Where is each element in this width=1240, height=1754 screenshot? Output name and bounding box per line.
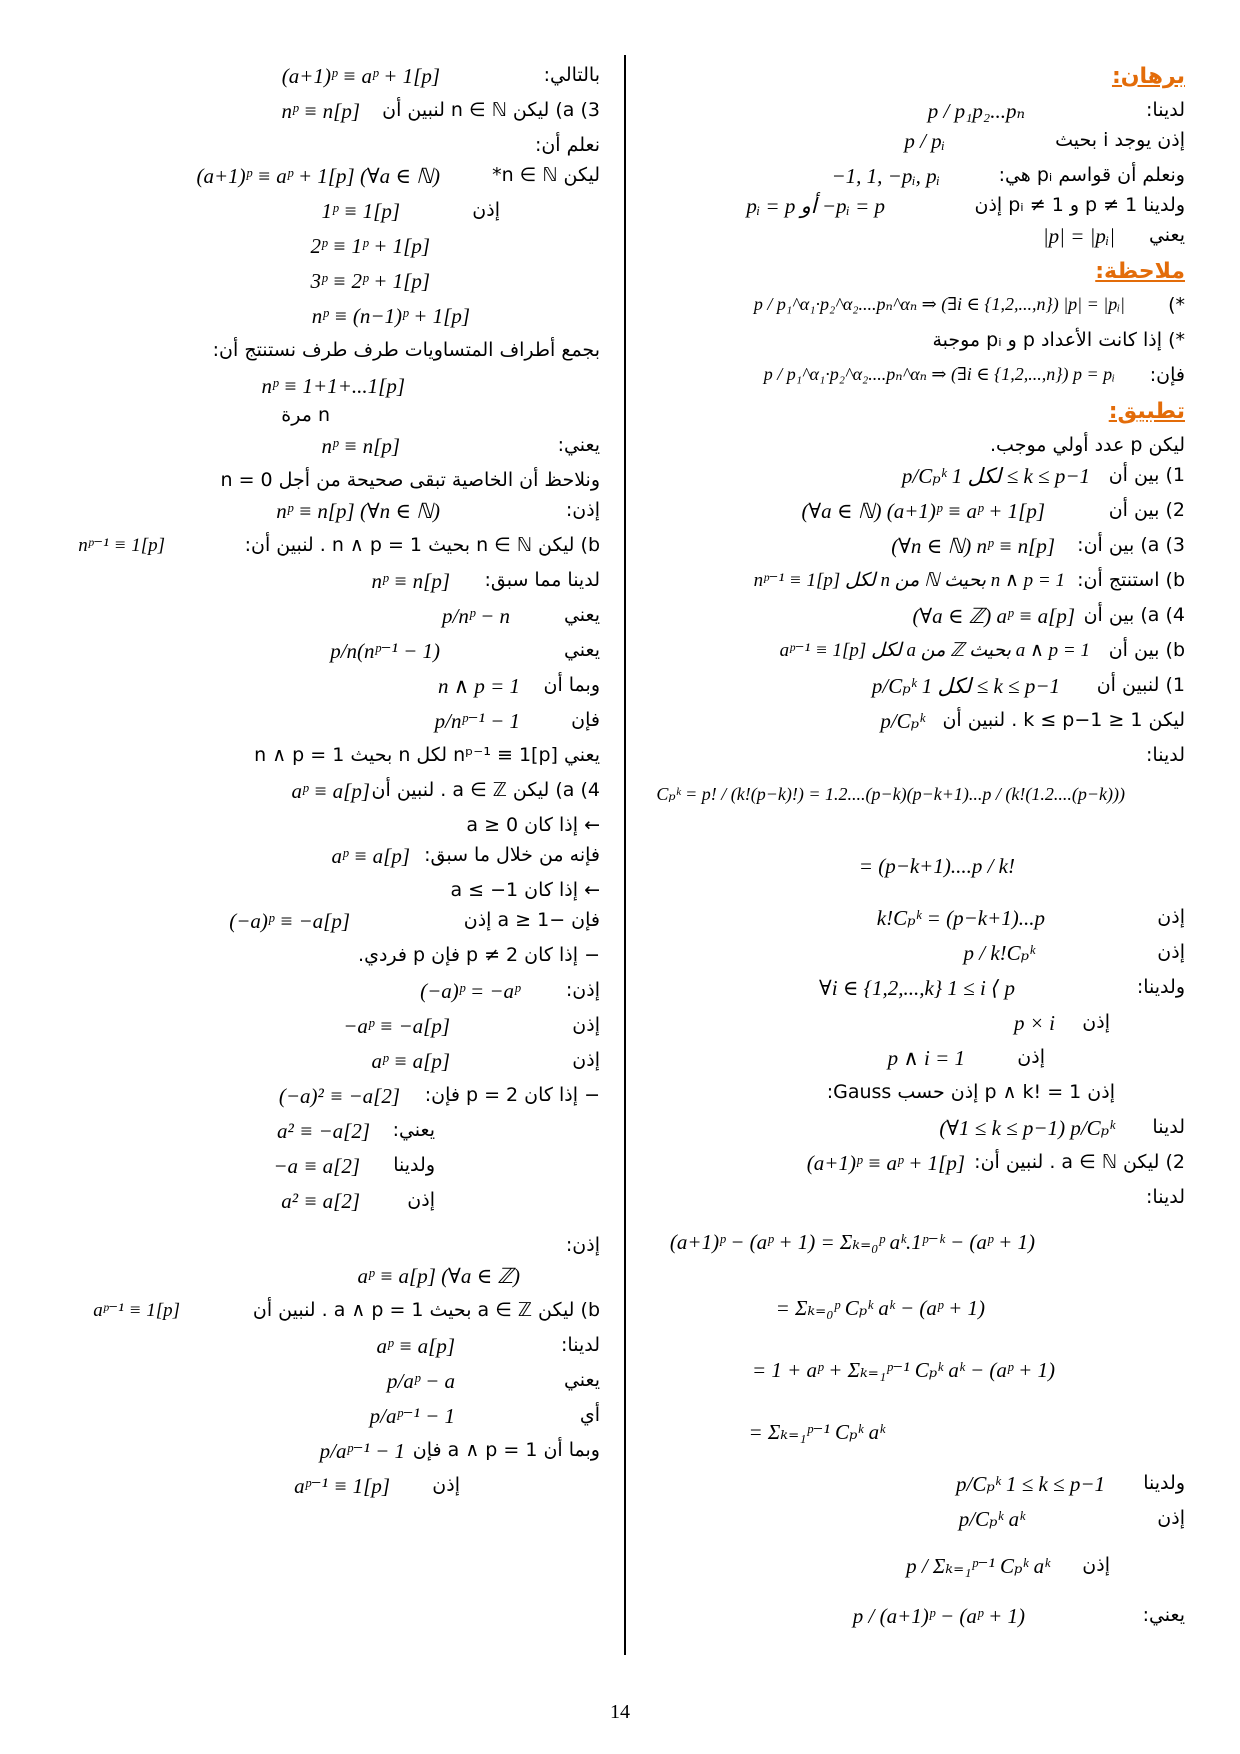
text: 2) ليكن a ∈ ℕ . لنبين أن: (974, 1151, 1185, 1173)
text: إذن: (565, 979, 600, 1001)
text: فإنه من خلال ما سبق: (424, 844, 600, 866)
text: 3) a) بين أن: (1077, 534, 1185, 556)
text: إذن (1017, 1046, 1045, 1068)
formula: = Σₖ₌₀ᵖ Cₚᵏ aᵏ − (aᵖ + 1) (775, 1296, 985, 1320)
formula: nᵖ ≡ n[p] (281, 99, 360, 123)
text: 3) a) ليكن n ∈ ℕ لنبين أن (382, 99, 600, 121)
text: إذن p ∧ k! = 1 إذن حسب Gauss: (826, 1081, 1115, 1103)
text: نعلم أن: (534, 134, 600, 156)
text: يعني (1148, 224, 1185, 246)
text: لدينا مما سبق: (484, 569, 600, 591)
formula: aᵖ⁻¹ ≡ 1[p] لكل a من ℤ بحيث a ∧ p = 1 (779, 640, 1090, 661)
formula: p / p₁^α₁·p₂^α₂....pₙ^αₙ ⇒ (∃i ∈ {1,2,...,n}) p = pᵢ (763, 364, 1115, 384)
text: ليكن n ∈ ℕ* (492, 164, 600, 186)
application-heading: تطبيق: (1108, 399, 1185, 424)
formula: (−a)² ≡ −a[2] (278, 1084, 400, 1108)
formula: |p| = |pᵢ| (1042, 224, 1115, 248)
formula: 2ᵖ ≡ 1ᵖ + 1[p] (310, 234, 430, 258)
formula: nᵖ ≡ n[p] (371, 569, 450, 593)
text: 4) a) بين أن (1083, 604, 1185, 626)
text: 4) a) ليكن a ∈ ℤ . لنبين أن (371, 779, 600, 801)
formula: (a+1)ᵖ − (aᵖ + 1) = Σₖ₌₀ᵖ aᵏ.1ᵖ⁻ᵏ − (aᵖ + 1) (669, 1230, 1035, 1254)
text: لدينا: (1146, 99, 1185, 121)
text: يعني: (557, 434, 600, 456)
formula: a² ≡ −a[2] (277, 1119, 370, 1143)
formula: k!Cₚᵏ = (p−k+1)...p (876, 906, 1045, 930)
text: ونلاحظ أن الخاصية تبقى صحيحة من أجل n = 0 (220, 469, 600, 491)
text: إذن (1082, 1011, 1110, 1033)
text: 2) بين أن (1108, 499, 1185, 521)
text: يعني: (1142, 1604, 1185, 1626)
text: ولدينا p ≠ 1 و pᵢ ≠ 1 إذن (974, 194, 1185, 216)
text: ← إذا كان a ≤ −1 (450, 879, 600, 901)
text: لدينا: (1146, 744, 1185, 766)
formula: p/Cₚᵏ لكل 1 ≤ k ≤ p−1 (871, 674, 1060, 698)
text: إذن (472, 199, 500, 221)
formula: p/aᵖ⁻¹ − 1 (319, 1439, 405, 1463)
text: n مرة (281, 404, 330, 426)
text: بجمع أطراف المتساويات طرف طرف نستنتج أن: (212, 339, 600, 361)
formula: aᵖ ≡ a[p] (291, 779, 370, 803)
text: فإن (571, 709, 600, 731)
formula: 3ᵖ ≡ 2ᵖ + 1[p] (310, 269, 430, 293)
formula: p/Cₚᵏ aᵏ (958, 1507, 1025, 1531)
formula: −aᵖ ≡ −a[p] (343, 1014, 450, 1038)
text: 1) لنبين أن (1096, 674, 1185, 696)
proof-heading: برهان: (1111, 64, 1185, 89)
formula: p × i (1013, 1011, 1055, 1035)
text: b) ليكن n ∈ ℕ بحيث n ∧ p = 1 . لنبين أن: (244, 534, 600, 556)
text: إذن: (565, 499, 600, 521)
formula: pᵢ = p أو −pᵢ = p (746, 194, 885, 218)
text: يعني nᵖ⁻¹ ≡ 1[p] لكل n بحيث n ∧ p = 1 (254, 744, 600, 766)
formula: p/n(nᵖ⁻¹ − 1) (330, 639, 440, 663)
text: ← إذا كان a ≥ 0 (466, 814, 600, 836)
text: إذن يوجد i بحيث (1055, 129, 1185, 151)
formula: Cₚᵏ = p! / (k!(p−k)!) = 1.2....(p−k)(p−k+1)...p / (k!(1.2....(p−k))) (656, 784, 1125, 804)
text: أي (579, 1404, 600, 1426)
formula: p ∧ i = 1 (887, 1046, 965, 1070)
formula: p/nᵖ⁻¹ − 1 (434, 709, 520, 733)
text: لدينا (1152, 1116, 1185, 1138)
text: إذن (1157, 941, 1185, 963)
formula: (−a)ᵖ ≡ −a[p] (229, 909, 350, 933)
formula: (a+1)ᵖ ≡ aᵖ + 1[p] (806, 1151, 965, 1175)
text: b) بين أن (1108, 639, 1185, 661)
text: إذن (572, 1049, 600, 1071)
text: − إذا كان p ≠ 2 فإن p فردي. (358, 944, 600, 966)
text: بالتالي: (543, 64, 600, 86)
formula: p/aᵖ − a (387, 1369, 455, 1393)
text: 1) بين أن (1108, 464, 1185, 486)
formula: p / pᵢ (904, 129, 945, 153)
text: − إذا كان p = 2 فإن: (424, 1084, 600, 1106)
formula: (−a)ᵖ = −aᵖ (420, 979, 520, 1003)
formula: (∀n ∈ ℕ) nᵖ ≡ n[p] (891, 534, 1055, 558)
formula: (∀a ∈ ℤ) aᵖ ≡ a[p] (912, 604, 1075, 628)
text: *) (1168, 294, 1185, 316)
formula: p / (a+1)ᵖ − (aᵖ + 1) (852, 1604, 1025, 1628)
text: يعني (563, 639, 600, 661)
text: لدينا: (1146, 1186, 1185, 1208)
text: وبما أن (543, 674, 600, 696)
text: إذن (432, 1474, 460, 1496)
formula: p / k!Cₚᵏ (963, 941, 1035, 965)
formula: nᵖ⁻¹ ≡ 1[p] لكل n من ℕ بحيث n ∧ p = 1 (753, 570, 1065, 591)
right-column (640, 60, 1185, 1635)
page-number: 14 (610, 1701, 630, 1723)
text: b) استنتج أن: (1077, 569, 1185, 591)
text: ولدينا (1143, 1472, 1185, 1494)
text: *) إذا كانت الأعداد p و pᵢ موجبة (932, 329, 1185, 351)
text: وبما أن a ∧ p = 1 فإن (412, 1439, 600, 1461)
note-heading: ملاحظة: (1095, 259, 1185, 284)
formula: p/Cₚᵏ 1 ≤ k ≤ p−1 (956, 1472, 1105, 1496)
text: ليكن 1 ≤ k ≤ p−1 . لنبين أن (942, 709, 1185, 731)
text: ليكن p عدد أولي موجب. (990, 434, 1185, 456)
formula: nᵖ ≡ n[p] (321, 434, 400, 458)
formula: aᵖ ≡ a[p] (331, 844, 410, 868)
text: إذن (1157, 906, 1185, 928)
formula: p/Cₚᵏ لكل 1 ≤ k ≤ p−1 (901, 464, 1090, 488)
formula: p / p₁^α₁·p₂^α₂....pₙ^αₙ ⇒ (∃i ∈ {1,2,...,n}) |p| = |pᵢ| (753, 294, 1125, 314)
text: يعني (563, 1369, 600, 1391)
formula: nᵖ⁻¹ ≡ 1[p] (78, 535, 165, 556)
column-divider (624, 55, 626, 1655)
text: إذن: (565, 1234, 600, 1256)
formula: a² ≡ a[2] (281, 1189, 360, 1213)
formula: (∀a ∈ ℕ) (a+1)ᵖ ≡ aᵖ + 1[p] (801, 499, 1045, 523)
formula: ∀i ∈ {1,2,...,k} 1 ≤ i ⟨ p (819, 976, 1015, 1000)
text: لدينا: (561, 1334, 600, 1356)
text: ونعلم أن قواسم pᵢ هي: (998, 164, 1185, 186)
formula: (a+1)ᵖ ≡ aᵖ + 1[p] (281, 64, 440, 88)
formula: aᵖ ≡ a[p] (371, 1049, 450, 1073)
formula: p/nᵖ − n (442, 604, 510, 628)
text: b) ليكن a ∈ ℤ بحيث a ∧ p = 1 . لنبين أن (252, 1299, 600, 1321)
formula: aᵖ⁻¹ ≡ 1[p] (93, 1300, 180, 1321)
formula: nᵖ ≡ (n−1)ᵖ + 1[p] (311, 304, 470, 328)
formula: aᵖ ≡ a[p] (∀a ∈ ℤ) (357, 1264, 520, 1288)
text: فإن: (1149, 364, 1185, 386)
formula: aᵖ⁻¹ ≡ 1[p] (294, 1474, 390, 1498)
text: إذن (407, 1189, 435, 1211)
formula: (a+1)ᵖ ≡ aᵖ + 1[p] (∀a ∈ ℕ) (196, 164, 440, 188)
text: يعني: (392, 1119, 435, 1141)
text: فإن −a ≥ 1 إذن (463, 909, 600, 931)
formula: = Σₖ₌₁ᵖ⁻¹ Cₚᵏ aᵏ (748, 1420, 885, 1444)
text: ولدينا (393, 1154, 435, 1176)
text: إذن (1082, 1554, 1110, 1576)
formula: = (p−k+1)....p / k! (858, 854, 1015, 878)
formula: = 1 + aᵖ + Σₖ₌₁ᵖ⁻¹ Cₚᵏ aᵏ − (aᵖ + 1) (751, 1358, 1055, 1382)
formula: 1ᵖ ≡ 1[p] (321, 199, 400, 223)
left-column (55, 60, 600, 1505)
text: إذن (1157, 1507, 1185, 1529)
formula: p / Σₖ₌₁ᵖ⁻¹ Cₚᵏ aᵏ (906, 1554, 1050, 1578)
formula: p/Cₚᵏ (880, 709, 925, 733)
text: إذن (572, 1014, 600, 1036)
formula: nᵖ ≡ n[p] (∀n ∈ ℕ) (276, 499, 440, 523)
formula: −a ≡ a[2] (273, 1154, 360, 1178)
formula: aᵖ ≡ a[p] (376, 1334, 455, 1358)
formula: −1, 1, −pᵢ, pᵢ (831, 164, 940, 188)
formula: (∀1 ≤ k ≤ p−1) p/Cₚᵏ (939, 1116, 1115, 1140)
formula: p/aᵖ⁻¹ − 1 (369, 1404, 455, 1428)
formula: p / p₁p₂...pₙ (927, 99, 1025, 123)
formula: n ∧ p = 1 (437, 674, 520, 698)
text: يعني (563, 604, 600, 626)
formula: nᵖ ≡ 1+1+...1[p] (261, 374, 405, 398)
text: ولدينا: (1136, 976, 1185, 998)
